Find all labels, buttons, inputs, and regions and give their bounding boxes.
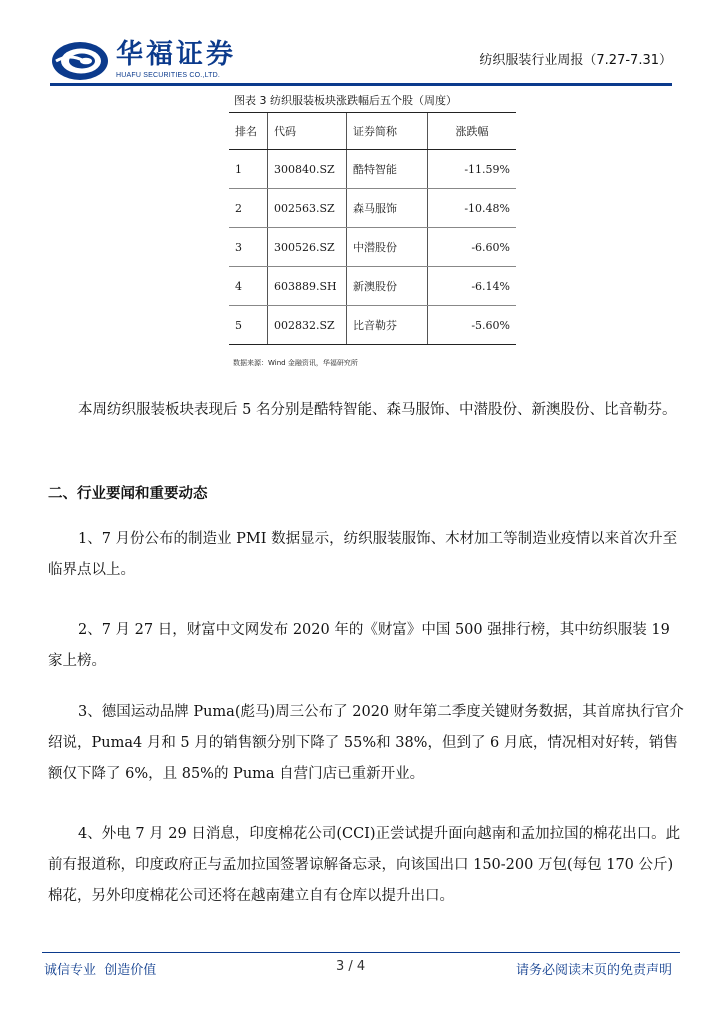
column-header-name: 证券简称 [347,113,428,150]
brand-name-cn: 华福证券 [116,39,236,70]
cell-code: 300526.SZ [268,228,347,267]
data-source-note: 数据来源：Wind 金融资讯，华福研究所 [233,359,358,367]
footer-divider [42,952,680,953]
cell-name: 中潜股份 [347,228,428,267]
cell-rank: 5 [229,306,268,345]
cell-rank: 2 [229,189,268,228]
cell-name: 森马服饰 [347,189,428,228]
report-title: 纺织服装行业周报（7.27-7.31） [479,53,672,68]
table-row [229,150,516,189]
news-item-2: 2、7 月 27 日，财富中文网发布 2020 年的《财富》中国 500 强排行榜，其中纺织服装 19 家上榜。 [48,622,670,669]
cell-rank: 3 [229,228,268,267]
news-item-1: 1、7 月份公布的制造业 PMI 数据显示，纺织服装服饰、木材加工等制造业疫情以来首次升至临界点以上。 [48,531,678,578]
cell-change: -6.60% [428,228,517,267]
cell-rank: 1 [229,150,268,189]
table-row [229,228,516,267]
cell-code: 002832.SZ [268,306,347,345]
cell-change: -5.60% [428,306,517,345]
cell-name: 酷特智能 [347,150,428,189]
table-row [229,306,516,345]
table-row [229,189,516,228]
column-header-change: 涨跌幅 [428,113,517,150]
table-header-row [229,113,516,150]
cell-code: 002563.SZ [268,189,347,228]
column-header-code: 代码 [268,113,347,150]
cell-code: 300840.SZ [268,150,347,189]
page-number: 3 / 4 [336,959,366,974]
cell-code: 603889.SH [268,267,347,306]
cell-change: -10.48% [428,189,517,228]
news-item-4: 4、外电 7 月 29 日消息，印度棉花公司(CCI)正尝试提升面向越南和孟加拉国的棉花出口。此前有报道称，印度政府正与孟加拉国签署谅解备忘录，向该国出口 150-200 万包(每包 170 公斤)棉花，另外印度棉花公司还将在越南建立自有仓库以提升出口。 [48,826,681,904]
brand-name-en: HUAFU SECURITIES CO.,LTD. [116,72,221,79]
disclaimer-notice: 请务必阅读末页的免责声明 [515,963,672,978]
brand-block [116,40,236,79]
company-logo-icon [50,40,110,82]
bottom-five-stocks-table [229,112,516,345]
cell-rank: 4 [229,267,268,306]
column-header-rank: 排名 [229,113,268,150]
cell-change: -11.59% [428,150,517,189]
section-heading: 二、行业要闻和重要动态 [48,486,208,502]
cell-change: -6.14% [428,267,517,306]
header-divider [50,83,672,86]
table-row [229,267,516,306]
cell-name: 比音勒芬 [347,306,428,345]
cell-name: 新澳股份 [347,267,428,306]
news-item-3: 3、德国运动品牌 Puma(彪马)周三公布了 2020 财年第二季度关键财务数据，其首席执行官介绍说，Puma4 月和 5 月的销售额分别下降了 55%和 38%，但到了 6 月底，情况相对好转，销售额仅下降了 6%，且 85%的 Puma 自营门店已重新开业。 [48,704,684,782]
summary-paragraph: 本周纺织服装板块表现后 5 名分别是酷特智能、森马服饰、中潜股份、新澳股份、比音勒芬。 [78,402,677,418]
table-caption: 图表 3 纺织服装板块涨跌幅后五个股（周度） [234,94,457,107]
footer-slogan: 诚信专业 创造价值 [44,963,157,978]
